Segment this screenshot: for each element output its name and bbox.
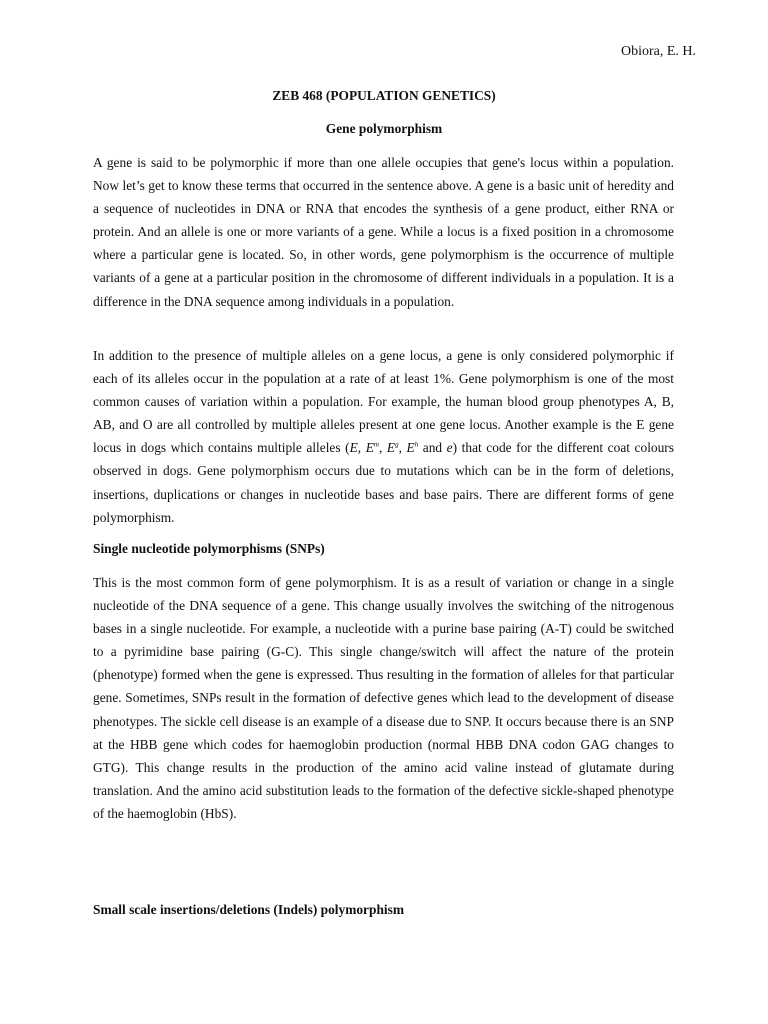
section-title: Gene polymorphism [325, 121, 443, 136]
allele-conjunction: and [418, 440, 447, 456]
heading-snp: Single nucleotide polymorphisms (SNPs) [93, 541, 325, 556]
paragraph-alleles-text-end: ) that code for the different coat colours observed in dogs. Gene polymorphism occurs due to mutations which can be in the form of deletions, insertions, duplications or changes in nucleotide bases and base pairs. There are different forms of gene polymorphism. [93, 440, 674, 525]
paragraph-alleles [93, 344, 674, 529]
allele-separator: , [378, 440, 387, 456]
allele-separator: , [398, 440, 407, 456]
allele-e-recessive: e [446, 440, 453, 456]
allele-eg: $E^g$ [386, 440, 399, 456]
allele-separator: , [357, 440, 366, 456]
heading-indels: Small scale insertions/deletions (Indels) polymorphism [93, 902, 404, 917]
allele-em: $E^m$ [365, 440, 379, 456]
allele-eh: $E^h$ [406, 440, 419, 456]
paragraph-snp: This is the most common form of gene polymorphism. It is as a result of variation or change in a single nucleotide of the DNA sequence of a gene. This change usually involves the switching of the nitrogenous bases in a single nucleotide. For example, a nucleotide with a purine base pairing (A-T) could be switched to a pyrimidine base pairing (G-C). This single change/switch will affect the nature of the protein (phenotype) formed when the gene is expressed. Thus resulting in the formation of alleles for that particular gene. Sometimes, SNPs result in the formation of defective genes which lead to the development of disease phenotypes. The sickle cell disease is an example of a disease due to SNP. It occurs because there is an SNP at the HBB gene which codes for haemoglobin production (normal HBB DNA codon GAG changes to GTG). This change results in the production of the amino acid valine instead of glutamate during translation. And the amino acid substitution leads to the formation of the defective sickle-shaped phenotype of the haemoglobin (HbS). [93, 575, 674, 821]
author-name: Obiora, E. H. [620, 44, 696, 59]
paragraph-alleles-text-start: In addition to the presence of multiple alleles on a gene locus, a gene is only considered polymorphic if each of its alleles occur in the population at a rate of at least 1%. Gene polymorphism is one of the most common causes of variation within a population. For example, the human blood group phenotypes A, B, AB, and O are all controlled by multiple alleles present at one gene locus. Another example is the E gene locus in dogs which contains multiple alleles ( [93, 348, 674, 456]
allele-e-dominant: E [349, 440, 358, 456]
course-title: ZEB 468 (POPULATION GENETICS) [272, 88, 496, 103]
paragraph-definition: A gene is said to be polymorphic if more than one allele occupies that gene's locus within a population. Now let’s get to know these terms that occurred in the sentence above. A gene is a basic unit of heredity and a sequence of nucleotides in DNA or RNA that encodes the synthesis of a gene product, either RNA or protein. And an allele is one or more variants of a gene. While a locus is a fixed position in a chromosome where a particular gene is located. So, in other words, gene polymorphism is the occurrence of multiple variants of a gene at a particular position in the chromosome of different individuals in a population. It is a difference in the DNA sequence among individuals in a population. [93, 155, 674, 309]
